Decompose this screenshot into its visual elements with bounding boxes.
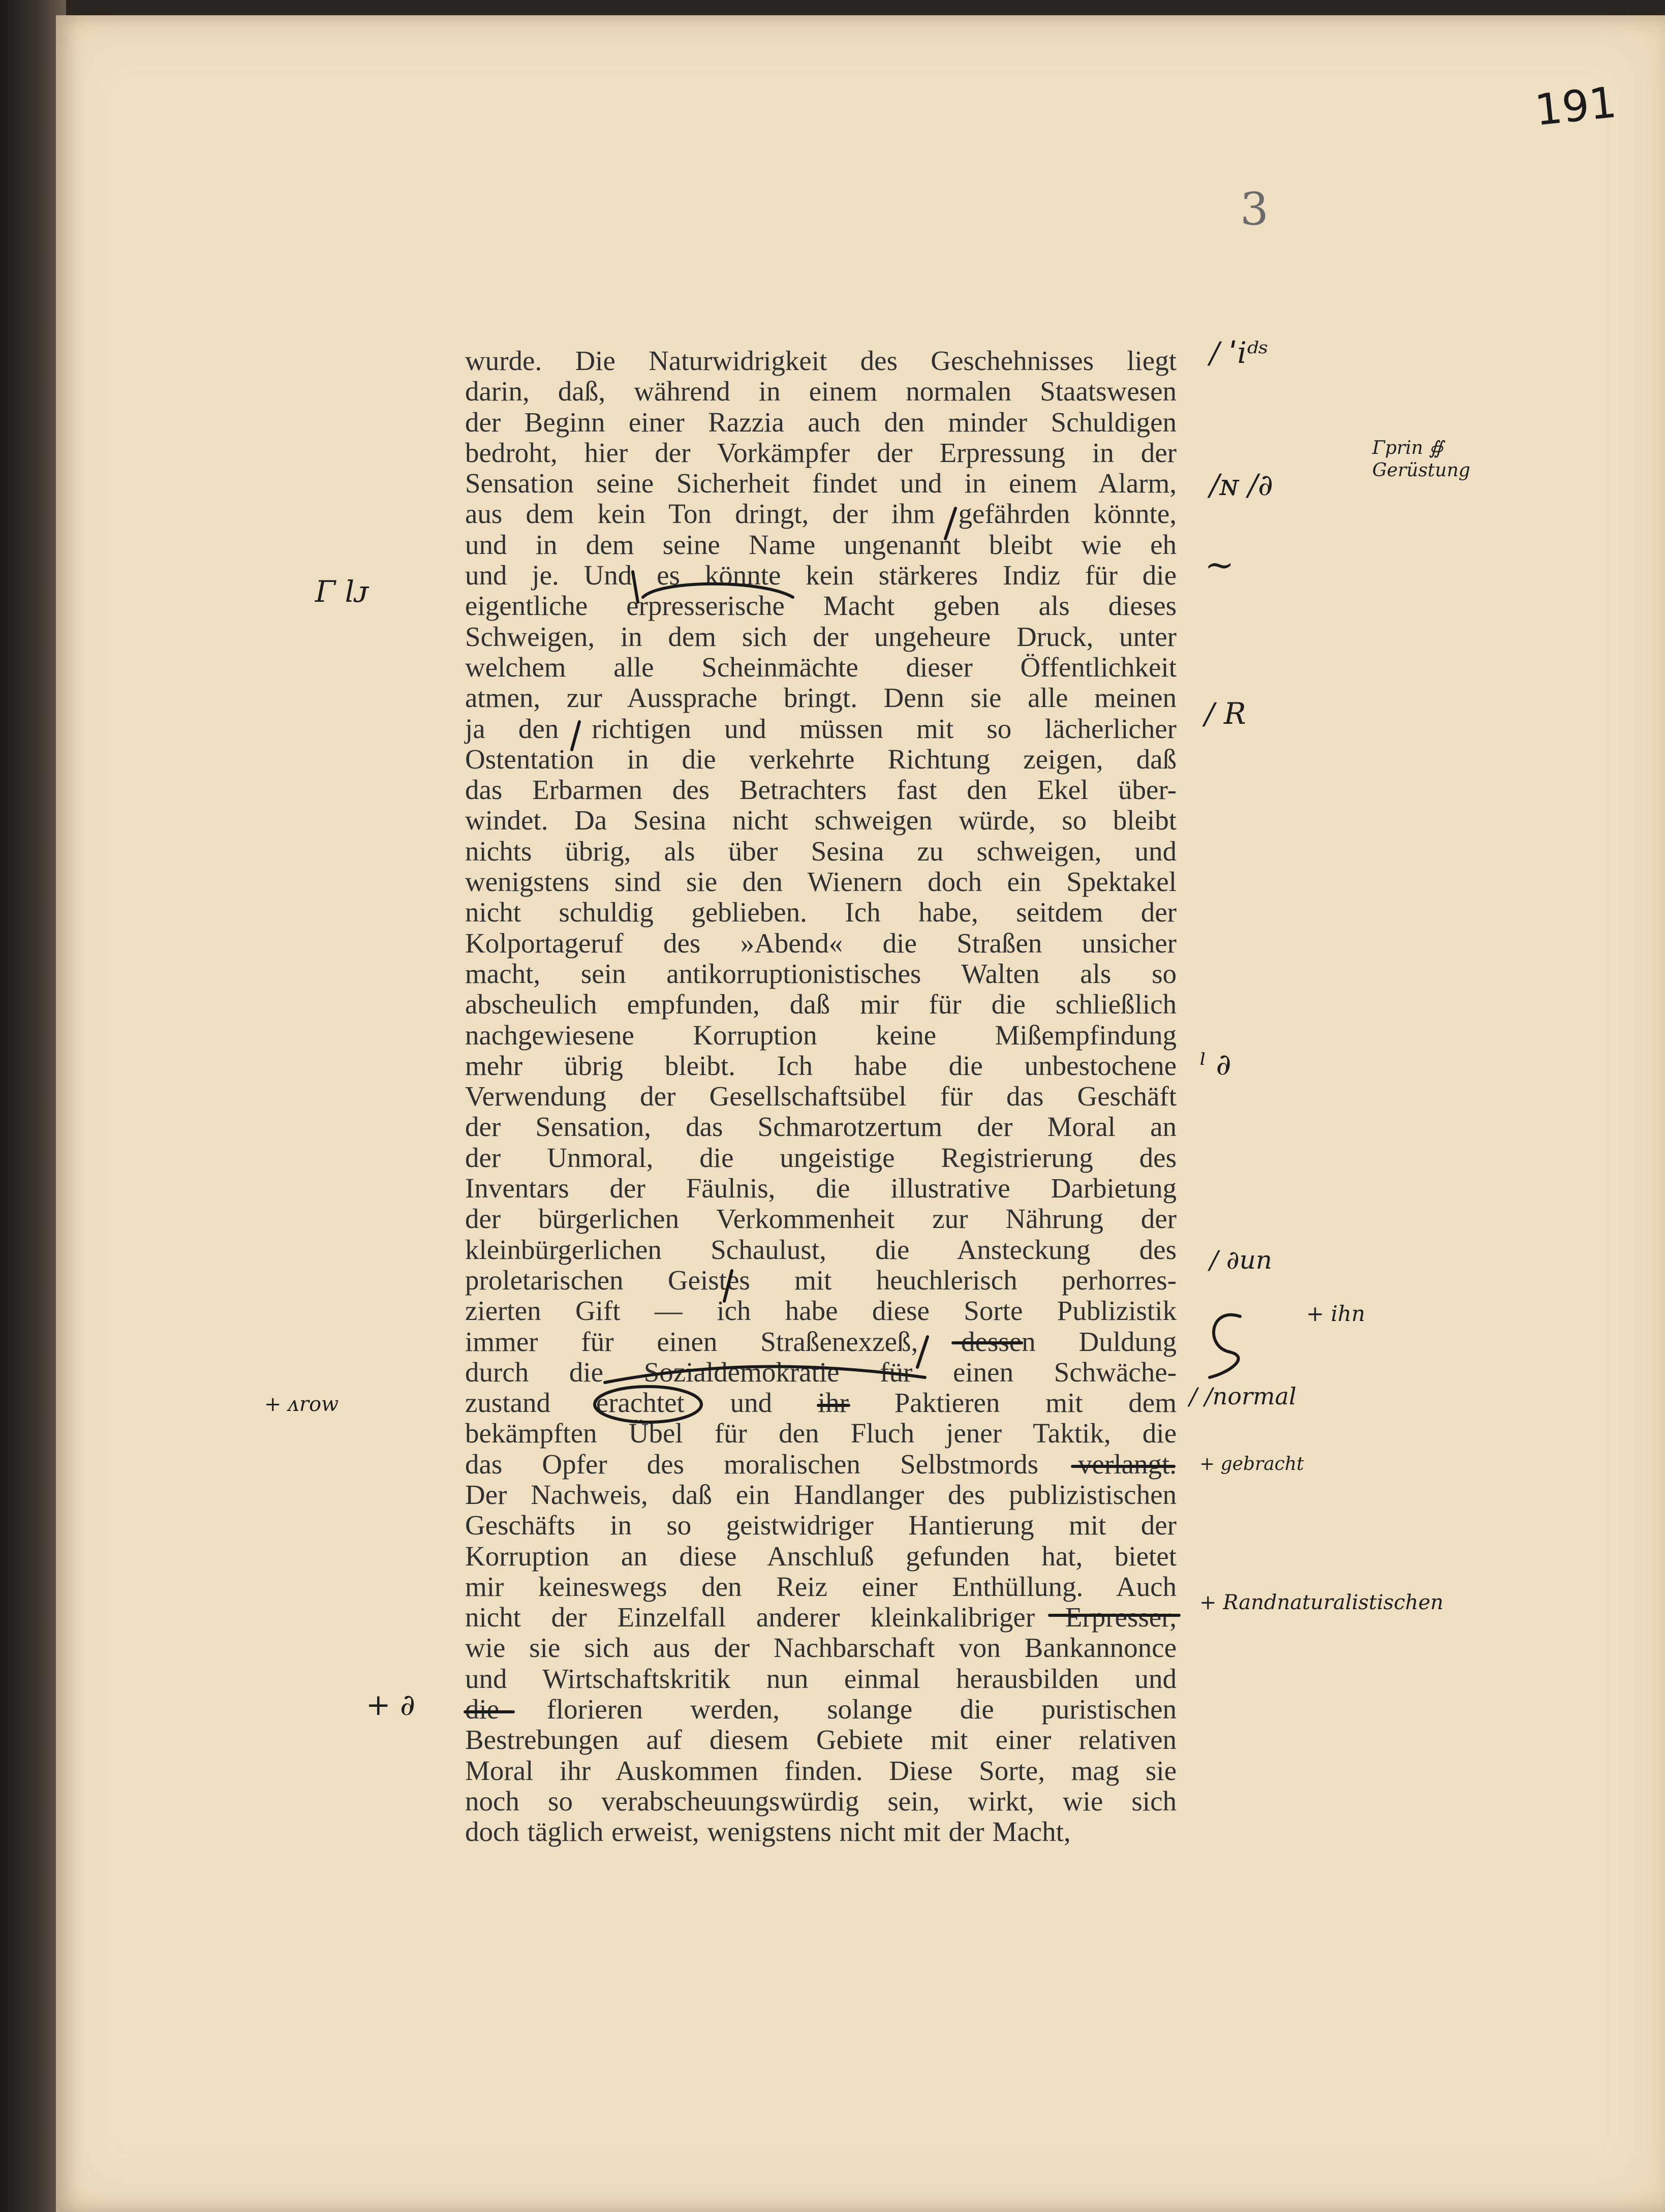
text-line: Ostentation in die verkehrte Richtung zeigen, daß <box>465 743 1177 775</box>
text-line: durch die Sozialdemokratie für einen Schwäche- <box>465 1356 1177 1388</box>
text-line: und Wirtschaftskritik nun einmal herausbilden und <box>465 1663 1177 1694</box>
text-line: bedroht, hier der Vorkämpfer der Erpressung in der <box>465 437 1177 468</box>
text-line: noch so verabscheuungswürdig sein, wirkt, wie sich <box>465 1785 1177 1817</box>
text-line: windet. Da Sesina nicht schweigen würde, so bleibt <box>465 805 1177 836</box>
margin-note-right: + ihn <box>1306 1301 1366 1326</box>
body-text <box>465 346 1177 1848</box>
text-line: Schweigen, in dem sich der ungeheure Druck, unter <box>465 621 1177 652</box>
text-line: doch täglich erweist, wenigstens nicht mit der Macht, <box>465 1816 1071 1848</box>
text-line: aus dem kein Ton dringt, der ihm gefährden könnte, <box>465 498 1177 530</box>
text-line: und in dem seine Name ungenannt bleibt wie eh <box>465 529 1177 560</box>
text-line: wenigstens sind sie den Wienern doch ein Spektakel <box>465 866 1177 898</box>
text-line: nichts übrig, als über Sesina zu schweigen, und <box>465 835 1177 867</box>
text-line: der Beginn einer Razzia auch den minder Schuldigen <box>465 406 1177 438</box>
text-line: Korruption an diese Anschluß gefunden hat, bietet <box>465 1540 1177 1572</box>
margin-note-right: ˡ ∂ <box>1199 1047 1231 1082</box>
text-line: die florieren werden, solange die puristischen <box>465 1694 1177 1725</box>
margin-note-left: + ᴧrow <box>264 1393 339 1416</box>
text-line: nachgewiesene Korruption keine Mißempfindung <box>465 1019 1177 1051</box>
text-line: Inventars der Fäulnis, die illustrative Darbietung <box>465 1173 1177 1204</box>
text-line: nicht der Einzelfall anderer kleinkalibriger Erpresser, <box>465 1602 1177 1633</box>
page-number: 191 <box>1532 77 1619 136</box>
margin-note-right: / R <box>1205 696 1246 731</box>
margin-note-right: / ˈiᵈˢ <box>1210 335 1269 370</box>
margin-note-right: ~ <box>1205 544 1235 586</box>
text-line: Verwendung der Gesellschaftsübel für das Geschäft <box>465 1081 1177 1112</box>
margin-note-right: / ∂un <box>1210 1245 1272 1275</box>
text-line: atmen, zur Aussprache bringt. Denn sie alle meinen <box>465 682 1177 714</box>
text-line: macht, sein antikorruptionistisches Walten als so <box>465 958 1177 989</box>
text-line: eigentliche erpresserische Macht geben als dieses <box>465 590 1177 622</box>
text-line: darin, daß, während in einem normalen Staatswesen <box>465 376 1177 407</box>
text-line: welchem alle Scheinmächte dieser Öffentlichkeit <box>465 651 1177 683</box>
text-line: Geschäfts in so geistwidriger Hantierung mit der <box>465 1510 1177 1541</box>
text-line: der Unmoral, die ungeistige Registrierung des <box>465 1142 1177 1173</box>
text-line: Moral ihr Auskommen finden. Diese Sorte, mag sie <box>465 1755 1177 1786</box>
margin-note-right: + Randnaturalistischen <box>1199 1591 1443 1614</box>
text-line: kleinbürgerlichen Schaulust, die Ansteckung des <box>465 1234 1177 1265</box>
margin-note-right: + gebracht <box>1199 1454 1304 1474</box>
margin-note-right: Γprin ∯ Gerüstung <box>1372 438 1470 481</box>
text-line: zierten Gift — ich habe diese Sorte Publizistik <box>465 1295 1177 1327</box>
text-line: proletarischen Geistes mit heuchlerisch perhorres- <box>465 1264 1177 1296</box>
text-line: der Sensation, das Schmarotzertum der Moral an <box>465 1111 1177 1143</box>
text-line: das Erbarmen des Betrachters fast den Ekel über- <box>465 774 1177 806</box>
text-line: wie sie sich aus der Nachbarschaft von Bankannonce <box>465 1632 1177 1664</box>
text-line: mir keineswegs den Reiz einer Enthüllung. Auch <box>465 1571 1177 1602</box>
text-line: zustand erachtet und ihr Paktieren mit dem <box>465 1387 1177 1419</box>
text-line: der bürgerlichen Verkommenheit zur Nährung der <box>465 1203 1177 1235</box>
text-line: Bestrebungen auf diesem Gebiete mit einer relativen <box>465 1724 1177 1756</box>
text-line: das Opfer des moralischen Selbstmords verlangt. <box>465 1448 1177 1480</box>
text-line: Sensation seine Sicherheit findet und in einem Alarm, <box>465 468 1177 499</box>
text-line: Kolportageruf des »Abend« die Straßen unsicher <box>465 927 1177 959</box>
text-line: mehr übrig bleibt. Ich habe die unbestochene <box>465 1050 1177 1081</box>
text-line: ja den richtigen und müssen mit so lächerlicher <box>465 713 1177 744</box>
text-line: abscheulich empfunden, daß mir für die schließlich <box>465 989 1177 1020</box>
margin-note-left: Γ lᴊ <box>315 574 369 609</box>
margin-note-right: / /normal <box>1189 1382 1297 1410</box>
margin-note-left: + ∂ <box>366 1687 416 1722</box>
text-line: nicht schuldig geblieben. Ich habe, seitdem der <box>465 897 1177 928</box>
text-line: immer für einen Straßenexzeß, dessen Duldung <box>465 1326 1177 1357</box>
text-line: bekämpften Übel für den Fluch jener Taktik, die <box>465 1418 1177 1449</box>
text-line: wurde. Die Naturwidrigkeit des Geschehnisses liegt <box>465 345 1177 376</box>
pencil-annotation: 3 <box>1240 183 1269 235</box>
margin-note-right: /ɴ /∂ <box>1210 468 1273 502</box>
text-line: Der Nachweis, daß ein Handlanger des publizistischen <box>465 1479 1177 1510</box>
text-line: und je. Und es könnte kein stärkeres Indiz für die <box>465 560 1177 591</box>
